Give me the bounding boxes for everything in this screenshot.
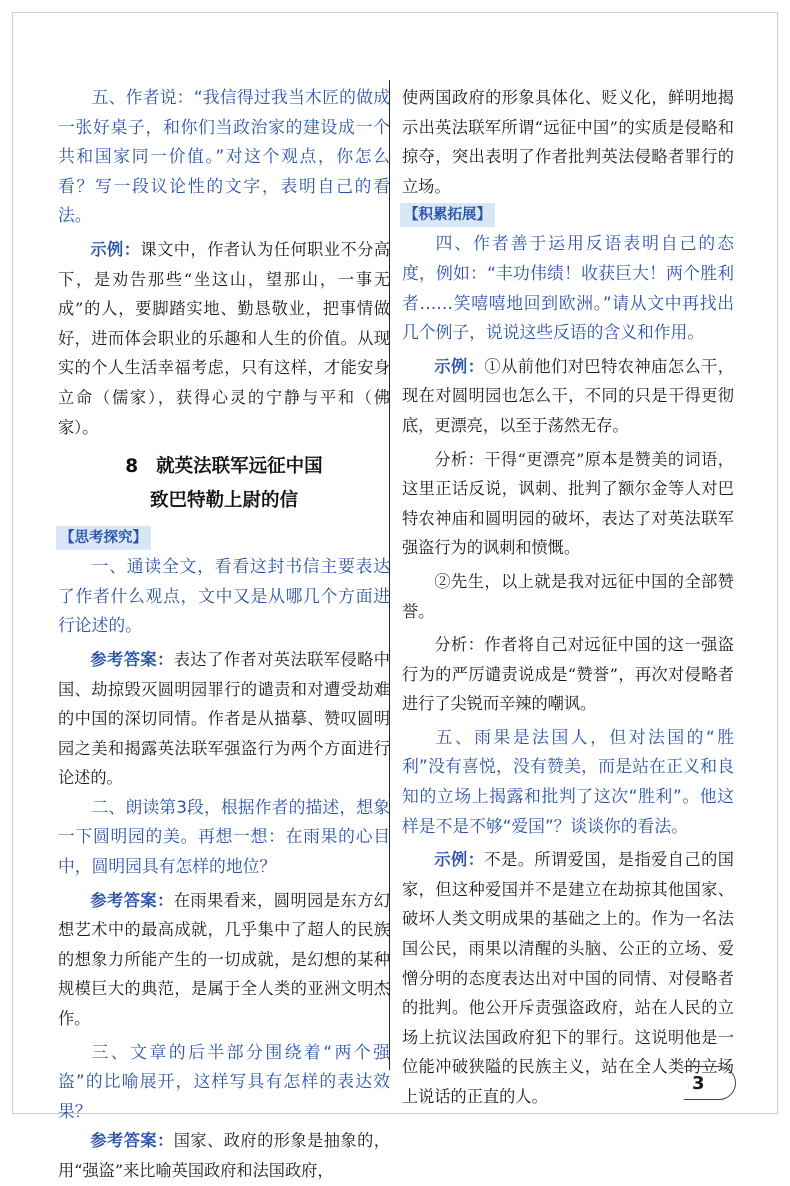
answer-3-continued: 使两国政府的形象具体化、贬义化，鲜明地揭示出英法联军所谓“远征中国”的实质是侵略和掠夺，突出表明了作者批判英法侵略者罪行的立场。 [402, 88, 734, 196]
answer-3: 参考答案：国家、政府的形象是抽象的，用“强盗”来比喻英国政府和法国政府， [58, 1131, 390, 1180]
section-think-explore: 【思考探究】 [56, 526, 151, 550]
example-label: 示例： [90, 239, 141, 259]
example-label: 示例： [434, 356, 485, 376]
left-column [58, 83, 390, 1186]
example-2: ②先生，以上就是我对远征中国的全部赞誉。 [402, 571, 734, 621]
question-5-right: 五、雨果是法国人，但对法国的“胜利”没有喜悦，没有赞美，而是站在正义和良知的立场上揭露和批判了这次“胜利”。他这样是不是不够“爱国”？谈谈你的看法。 [402, 726, 734, 836]
right-column [402, 83, 734, 1112]
analysis-2: 分析：作者将自己对远征中国的这一强盗行为的严厉谴责说成是“赞誉”，再次对侵略者进行了尖锐而辛辣的嘲讽。 [402, 635, 734, 714]
question-5-left: 五、作者说：“我信得过我当木匠的做成一张好桌子，和你们当政治家的建设成一个共和国家同一价值。”对这个观点，你怎么看？写一段议论性的文字，表明自己的看法。 [58, 87, 390, 226]
example-answer-left [58, 235, 390, 442]
section-accumulate-expand: 【积累拓展】 [400, 203, 495, 227]
question-1: 一、通读全文，看看这封书信主要表达了作者什么观点，文中又是从哪几个方面进行论述的。 [58, 556, 390, 636]
reference-answer-label: 参考答案： [90, 890, 174, 910]
question-2: 二、朗读第3段，根据作者的描述，想象一下圆明园的美。再想一想：在雨果的心目中，圆明园具有怎样的地位？ [58, 796, 390, 877]
answer-1: 参考答案：表达了作者对英法联军侵略中国、劫掠毁灭圆明园罪行的谴责和对遭受劫难的中国的深切同情。作者是从描摹、赞叹圆明园之美和揭露英法联军强盗行为两个方面进行论述的。 [58, 649, 390, 788]
question-3: 三、文章的后半部分围绕着“两个强盗”的比喻展开，这样写具有怎样的表达效果？ [58, 1041, 390, 1121]
question-4: 四、作者善于运用反语表明自己的态度，例如：“丰功伟绩！收获巨大！两个胜利者……笑嘻嘻地回到欧洲。”请从文中再找出几个例子，说说这些反语的含义和作用。 [402, 233, 734, 343]
example-label: 示例： [434, 850, 485, 870]
example-3: 示例：不是。所谓爱国，是指爱自己的国家，但这种爱国并不是建立在劫掠其他国家、破坏人类文明成果的基础之上的。作为一名法国公民，雨果以清醒的头脑、公正的立场、爱憎分明的态度表达出对中国的同情、对侵略者的批判。他公开斥责强盗政府，站在人民的立场上抗议法国政府犯下的罪行。这说明他是一位能冲破狭隘的民族主义，站在全人类的立场上说话的正直的人。 [402, 850, 734, 1106]
analysis-1: 分析：干得“更漂亮”原本是赞美的词语，这里正话反说，讽刺、批判了额尔金等人对巴特农神庙和圆明园的破坏，表达了对英法联军强盗行为的讽刺和愤慨。 [402, 449, 734, 558]
lesson-title-line1: 就英法联军远征中国 [156, 456, 323, 478]
lesson-title [58, 450, 390, 518]
lesson-title-line2: 致巴特勒上尉的信 [149, 490, 298, 512]
answer-2: 参考答案：在雨果看来，圆明园是东方幻想艺术中的最高成就，几乎集中了超人的民族的想象力所能产生的一切成就，是幻想的某种规模巨大的典范，是属于全人类的亚洲文明杰作。 [58, 890, 390, 1029]
reference-answer-label: 参考答案： [90, 649, 174, 669]
example-1: 示例：①从前他们对巴特农神庙怎么干，现在对圆明园也怎么干，不同的只是干得更彻底，更漂亮，以至于荡然无存。 [402, 356, 734, 435]
reference-answer-label: 参考答案： [90, 1131, 174, 1151]
page-number: 3 [684, 1066, 736, 1100]
lesson-number: 8 [125, 456, 139, 478]
example-text: 课文中，作者认为任何职业不分高下，是劝告那些“坐这山，望那山，一事无成”的人，要脚踏实地、勤恳敬业，把事情做好，进而体会职业的乐趣和人生的价值。从现实的个人生活幸福考虑，只有这样，才能安身立命（儒家），获得心灵的宁静与平和（佛家）。 [58, 239, 390, 437]
